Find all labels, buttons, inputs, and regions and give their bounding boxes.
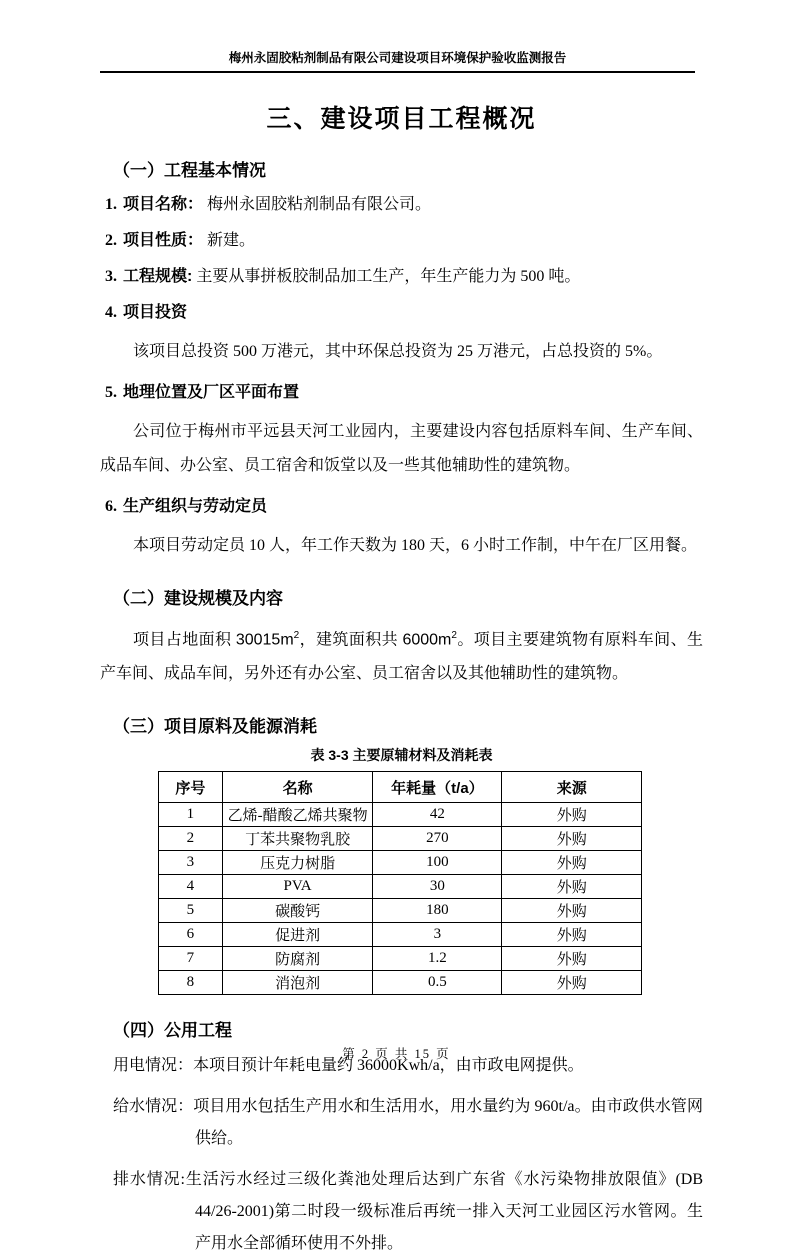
item-location [100, 381, 703, 405]
cell-no: 8 [159, 971, 223, 995]
cell-name: 压克力树脂 [222, 851, 373, 875]
paragraph-scale-content [100, 619, 703, 691]
utility-label: 用电情况： [113, 1057, 194, 1075]
item-label: 项目性质： [123, 232, 204, 249]
section-heading-4: （四）公用工程 [113, 1021, 232, 1041]
paragraph-labor: 本项目劳动定员 10 人，年工作天数为 180 天，6 小时工作制，中午在厂区用餐。 [133, 537, 698, 554]
cell-no: 1 [159, 803, 223, 827]
cell-no: 5 [159, 899, 223, 923]
cell-qty: 270 [373, 827, 502, 851]
paragraph-location: 公司位于梅州市平远县天河工业园内，主要建设内容包括原料车间、生产车间、成品车间、办公室、员工宿舍和饭堂以及一些其他辅助性的建筑物。 [100, 423, 703, 474]
cell-src: 外购 [502, 947, 642, 971]
cell-no: 7 [159, 947, 223, 971]
text-segment: 。项目主要建筑物有原料车间、生产车间、成品车间，另外还有办公室、员工宿舍以及其他辅助性的建筑物。 [100, 631, 703, 683]
item-text: 主要从事拼板胶制品加工生产，年生产能力为 500 吨。 [196, 268, 581, 285]
cell-src: 外购 [502, 971, 642, 995]
item-text: 新建。 [207, 232, 256, 249]
cell-qty: 3 [373, 923, 502, 947]
cell-src: 外购 [502, 803, 642, 827]
item-label: 项目投资 [123, 304, 188, 321]
item-project-scale [100, 265, 703, 289]
chapter-title: 三、建设项目工程概况 [266, 105, 537, 133]
text-segment: 项目占地面积 [133, 631, 236, 649]
item-label: 工程规模: [123, 268, 193, 285]
table-row [159, 803, 642, 827]
cell-qty: 30 [373, 875, 502, 899]
cell-name: 促进剂 [222, 923, 373, 947]
table-row [159, 851, 642, 875]
col-header-name: 名称 [222, 772, 373, 803]
col-header-src: 来源 [502, 772, 642, 803]
cell-no: 2 [159, 827, 223, 851]
cell-name: PVA [222, 875, 373, 899]
cell-no: 4 [159, 875, 223, 899]
item-number: 1. [105, 196, 117, 213]
item-number: 4. [105, 304, 117, 321]
item-labor [100, 495, 703, 519]
cell-src: 外购 [502, 923, 642, 947]
item-label: 生产组织与劳动定员 [123, 498, 268, 515]
item-project-name [100, 193, 703, 217]
cell-src: 外购 [502, 899, 642, 923]
text-segment: ，建筑面积共 [299, 631, 403, 649]
utility-label: 给水情况： [113, 1098, 194, 1116]
paragraph-investment: 该项目总投资 500 万港元，其中环保总投资为 25 万港元，占总投资的 5%。 [133, 343, 663, 360]
utility-drainage [100, 1164, 703, 1260]
item-number: 2. [105, 232, 117, 249]
materials-table [158, 771, 642, 995]
cell-src: 外购 [502, 827, 642, 851]
area-value-building: 6000m [402, 631, 452, 649]
item-text: 梅州永固胶粘剂制品有限公司。 [207, 196, 432, 213]
page-content [100, 99, 703, 1260]
utility-text: 项目用水包括生产用水和生活用水，用水量约为 960t/a。由市政供水管网供给。 [193, 1098, 703, 1148]
section-heading-1: （一）工程基本情况 [113, 161, 266, 180]
table-row [159, 923, 642, 947]
cell-src: 外购 [502, 851, 642, 875]
item-label: 地理位置及厂区平面布置 [123, 384, 300, 401]
cell-qty: 0.5 [373, 971, 502, 995]
running-header [100, 48, 695, 73]
item-number: 5. [105, 384, 117, 401]
item-project-investment [100, 301, 703, 325]
table-row [159, 947, 642, 971]
table-row [159, 971, 642, 995]
cell-name: 乙烯-醋酸乙烯共聚物 [222, 803, 373, 827]
item-number: 3. [105, 268, 117, 285]
cell-name: 碳酸钙 [222, 899, 373, 923]
utility-text: 生活污水经过三级化粪池处理后达到广东省《水污染物排放限值》(DB 44/26-2001)第二时段一级标准后再统一排入天河工业园区污水管网。生产用水全部循环使用不外排。 [184, 1171, 703, 1253]
superscript: 2 [451, 630, 457, 641]
utility-water-supply [100, 1091, 703, 1155]
section-heading-3: （三）项目原料及能源消耗 [113, 717, 317, 737]
cell-qty: 1.2 [373, 947, 502, 971]
cell-name: 丁苯共聚物乳胶 [222, 827, 373, 851]
section-heading-2: （二）建设规模及内容 [113, 589, 283, 608]
cell-name: 防腐剂 [222, 947, 373, 971]
running-header-text: 梅州永固胶粘剂制品有限公司建设项目环境保护验收监测报告 [228, 51, 567, 65]
page-footer [0, 1044, 793, 1062]
cell-name: 消泡剂 [222, 971, 373, 995]
area-value-land: 30015m [235, 631, 294, 649]
cell-no: 6 [159, 923, 223, 947]
table-caption: 表 3-3 主要原辅材料及消耗表 [310, 747, 493, 764]
page-number-text: 第 2 页 共 15 页 [342, 1047, 451, 1061]
cell-src: 外购 [502, 875, 642, 899]
superscript: 2 [293, 630, 300, 641]
table-row [159, 827, 642, 851]
cell-qty: 42 [373, 803, 502, 827]
table-row [159, 875, 642, 899]
col-header-qty: 年耗量（t/a） [373, 772, 502, 803]
item-label: 项目名称： [123, 196, 204, 213]
item-project-nature [100, 229, 703, 253]
utility-label: 排水情况: [113, 1171, 185, 1189]
item-number: 6. [105, 498, 117, 515]
cell-no: 3 [159, 851, 223, 875]
cell-qty: 100 [373, 851, 502, 875]
col-header-no: 序号 [159, 772, 223, 803]
utility-text: 本项目预计年耗电量约 36000Kwh/a，由市政电网提供。 [193, 1057, 584, 1075]
table-row [159, 899, 642, 923]
table-header-row [159, 772, 642, 803]
cell-qty: 180 [373, 899, 502, 923]
